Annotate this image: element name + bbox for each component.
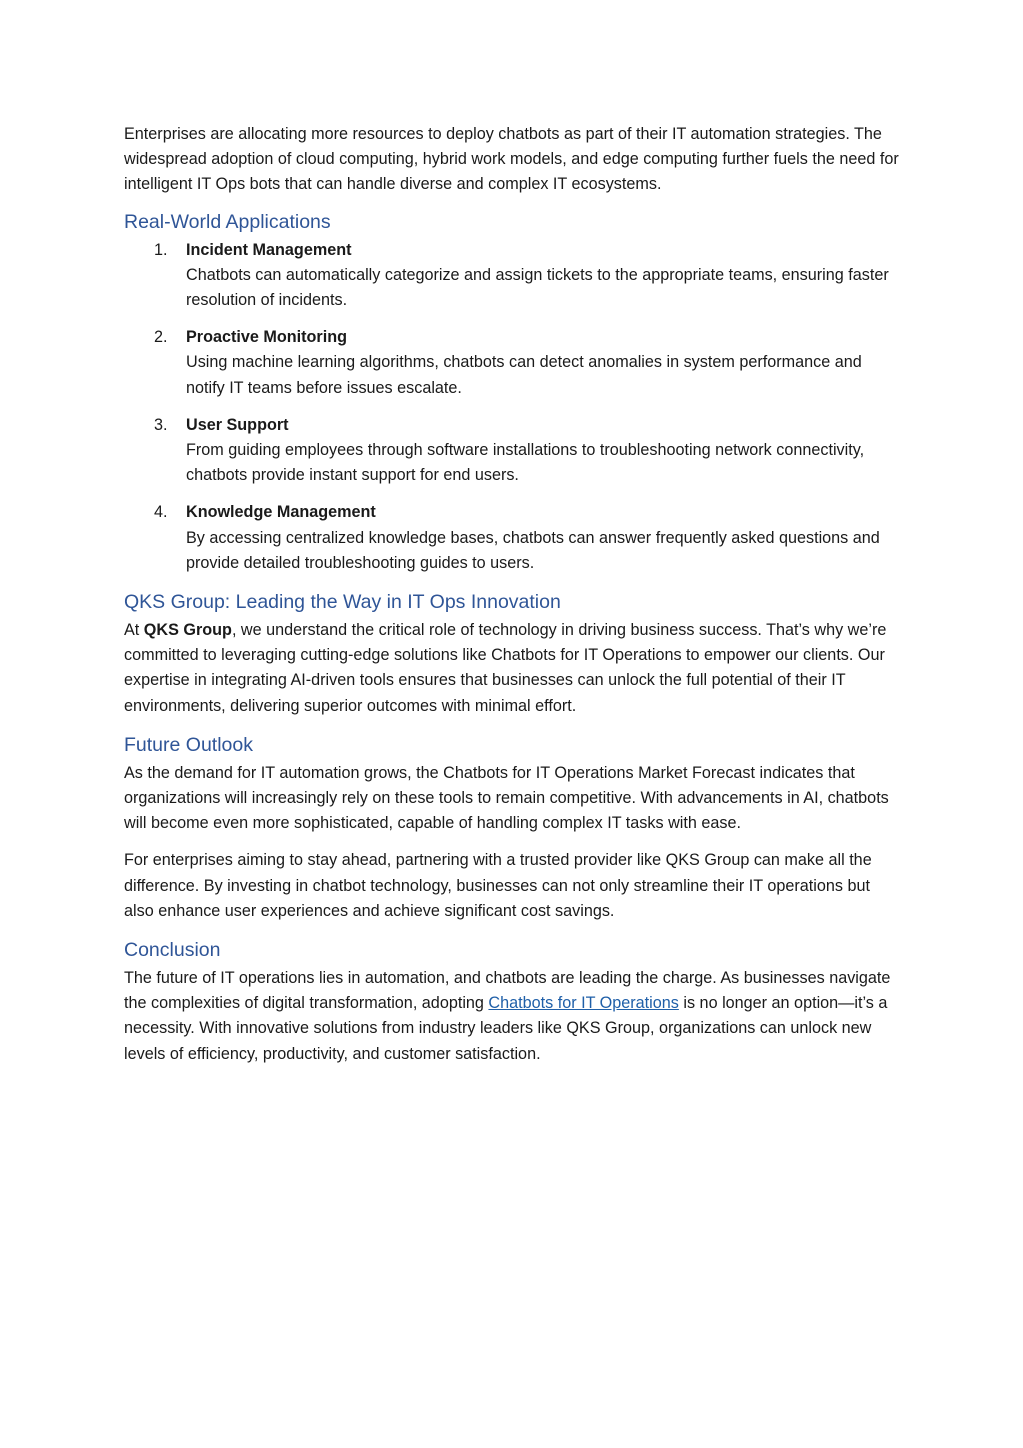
list-item-number: 1. <box>154 240 168 259</box>
qks-paragraph <box>124 618 904 719</box>
list-item-description: Using machine learning algorithms, chatbots can detect anomalies in system performance and notify IT teams before issues escalate. <box>186 353 862 397</box>
list-item-title: Knowledge Management <box>186 503 376 522</box>
conclusion-text-post: is no longer an option—it’s a necessity. With innovative solutions from industry leaders like QKS Group, organizations can unlock new levels of efficiency, productivity, and customer satisfaction. <box>124 994 888 1063</box>
list-item-title: User Support <box>186 415 289 434</box>
list-item-description: Chatbots can automatically categorize and assign tickets to the appropriate teams, ensuring faster resolution of incidents. <box>186 265 889 310</box>
chatbots-it-operations-link[interactable]: Chatbots for IT Operations <box>488 994 679 1013</box>
qks-text-post: , we understand the critical role of technology in driving business success. That’s why we’re committed to leveraging cutting-edge solutions like Chatbots for IT Operations to empower our clients. Our expertise in integrating AI-driven tools ensures that businesses can unlock the full potential of their IT environments, delivering superior outcomes with minimal effort. <box>124 621 887 715</box>
applications-list <box>124 238 904 576</box>
list-item <box>124 238 904 314</box>
qks-heading: QKS Group: Leading the Way in IT Ops Innovation <box>124 591 561 614</box>
outlook-heading: Future Outlook <box>124 733 253 756</box>
qks-text-pre: At <box>124 621 144 640</box>
applications-heading: Real-World Applications <box>124 210 331 233</box>
list-item-number: 4. <box>154 503 168 522</box>
outlook-paragraph-2: For enterprises aiming to stay ahead, partnering with a trusted provider like QKS Group can make all the difference. By investing in chatbot technology, businesses can not only streamline their IT operations but also enhance user experiences and achieve significant cost savings. <box>124 851 872 920</box>
qks-bold-name: QKS Group <box>143 621 232 640</box>
conclusion-heading: Conclusion <box>124 939 221 962</box>
document-page <box>124 122 904 1079</box>
list-item-number: 2. <box>154 328 168 347</box>
conclusion-paragraph <box>124 966 904 1067</box>
list-item-description: By accessing centralized knowledge bases, chatbots can answer frequently asked questions and provide detailed troubleshooting guides to users. <box>186 528 880 572</box>
intro-paragraph: Enterprises are allocating more resources to deploy chatbots as part of their IT automation strategies. The widespread adoption of cloud computing, hybrid work models, and edge computing further fuels the need for intelligent IT Ops bots that can handle diverse and complex IT ecosystems. <box>124 125 899 194</box>
list-item <box>124 413 904 489</box>
list-item <box>124 325 904 401</box>
outlook-paragraph-1: As the demand for IT automation grows, the Chatbots for IT Operations Market Forecast indicates that organizations will increasingly rely on these tools to remain competitive. With advancements in AI, chatbots will become even more sophisticated, capable of handling complex IT tasks with ease. <box>124 763 889 833</box>
list-item-number: 3. <box>154 415 168 434</box>
conclusion-text-pre: The future of IT operations lies in automation, and chatbots are leading the charge. As businesses navigate the complexities of digital transformation, adopting <box>124 969 891 1013</box>
list-item-title: Incident Management <box>186 240 352 259</box>
list-item-title: Proactive Monitoring <box>186 328 347 347</box>
list-item <box>124 500 904 576</box>
list-item-description: From guiding employees through software installations to troubleshooting network connectivity, chatbots provide instant support for end users. <box>186 441 865 485</box>
